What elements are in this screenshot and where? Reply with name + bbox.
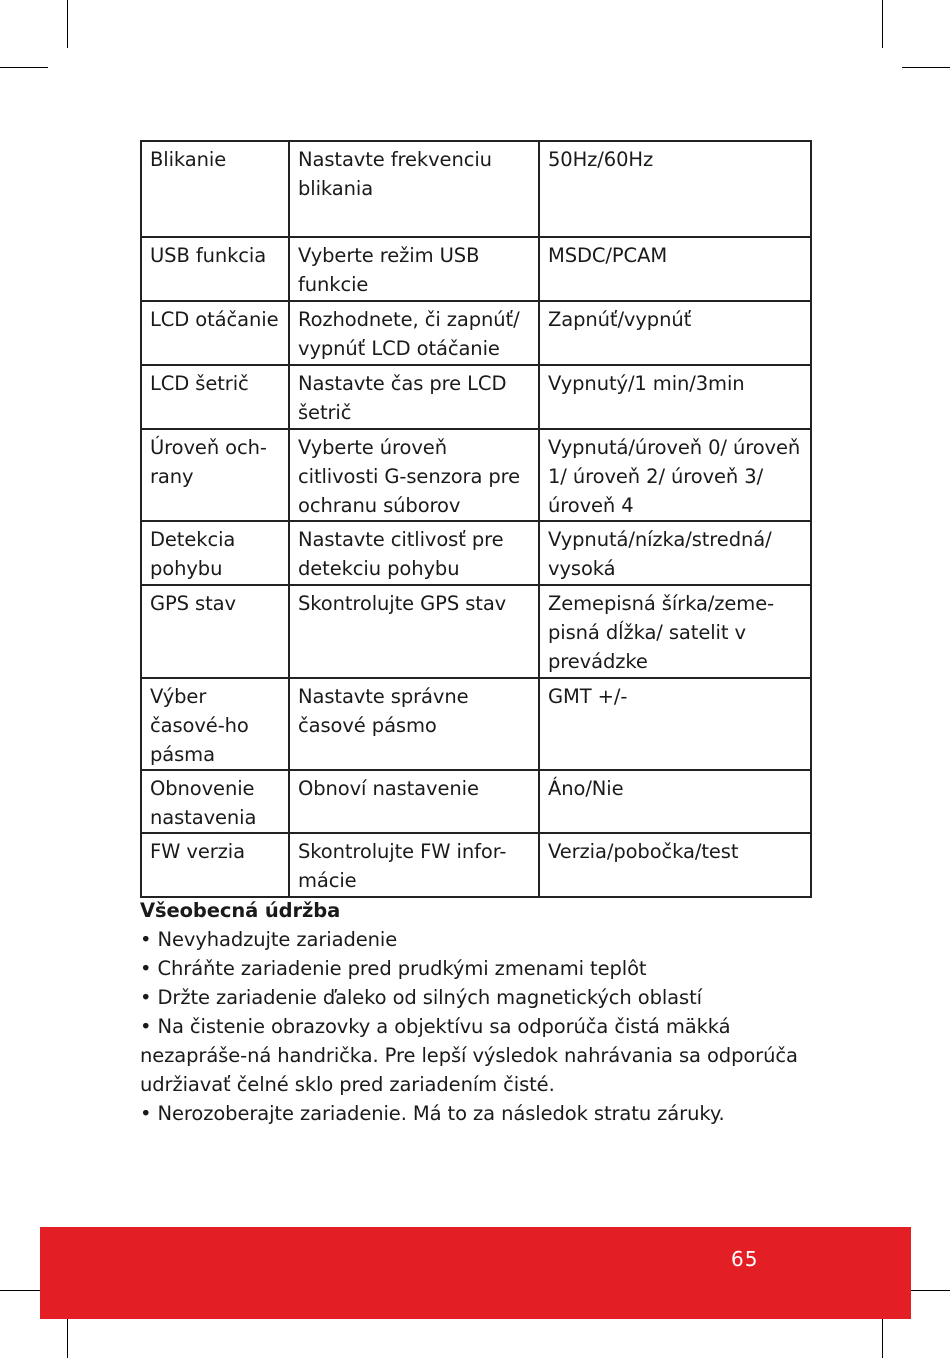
- setting-name: LCD šetrič: [141, 365, 289, 429]
- page-number: 65: [731, 1247, 759, 1271]
- setting-name: Úroveň och-rany: [141, 429, 289, 521]
- setting-values: Zemepisná šírka/zeme-pisná dĺžka/ satelit v prevádzke: [539, 585, 811, 678]
- crop-mark: [882, 0, 883, 48]
- setting-description: Vyberte úroveň citlivosti G-senzora pre ochranu súborov: [289, 429, 539, 521]
- setting-values: Zapnúť/vypnúť: [539, 301, 811, 365]
- setting-description: Nastavte čas pre LCD šetrič: [289, 365, 539, 429]
- setting-values: MSDC/PCAM: [539, 237, 811, 301]
- setting-name: Obnovenie nastavenia: [141, 770, 289, 833]
- setting-name: Detekcia pohybu: [141, 521, 289, 585]
- setting-values: 50Hz/60Hz: [539, 141, 811, 237]
- setting-name: GPS stav: [141, 585, 289, 678]
- crop-mark: [902, 67, 950, 68]
- crop-mark: [67, 0, 68, 48]
- table-row: [141, 301, 811, 365]
- setting-name: USB funkcia: [141, 237, 289, 301]
- setting-name: Výber časové-ho pásma: [141, 678, 289, 770]
- maintenance-item: • Nevyhadzujte zariadenie: [140, 928, 398, 951]
- setting-values: Verzia/pobočka/test: [539, 833, 811, 897]
- settings-table: [140, 140, 812, 898]
- table-row: [141, 141, 811, 237]
- setting-description: Nastavte správne časové pásmo: [289, 678, 539, 770]
- setting-description: Skontrolujte GPS stav: [289, 585, 539, 678]
- maintenance-heading: Všeobecná údržba: [140, 899, 341, 922]
- table-row: [141, 521, 811, 585]
- setting-description: Rozhodnete, či zapnúť/ vypnúť LCD otáčanie: [289, 301, 539, 365]
- setting-values: GMT +/-: [539, 678, 811, 770]
- table-row: [141, 678, 811, 770]
- crop-mark: [0, 67, 48, 68]
- maintenance-item: • Nerozoberajte zariadenie. Má to za následok stratu záruky.: [140, 1102, 725, 1125]
- table-row: [141, 833, 811, 897]
- maintenance-section: [140, 896, 812, 1128]
- setting-description: Vyberte režim USB funkcie: [289, 237, 539, 301]
- maintenance-item: • Na čistenie obrazovky a objektívu sa odporúča čistá mäkká nezapráše-ná handrička. Pre lepší výsledok nahrávania sa odporúča udržiavať čelné sklo pred zariadením čisté.: [140, 1015, 798, 1096]
- setting-name: FW verzia: [141, 833, 289, 897]
- setting-description: Skontrolujte FW infor-mácie: [289, 833, 539, 897]
- table-row: [141, 365, 811, 429]
- table-row: [141, 429, 811, 521]
- table-row: [141, 770, 811, 833]
- setting-description: Nastavte frekvenciu blikania: [289, 141, 539, 237]
- maintenance-item: • Chráňte zariadenie pred prudkými zmenami teplôt: [140, 957, 647, 980]
- table-row: [141, 585, 811, 678]
- setting-description: Obnoví nastavenie: [289, 770, 539, 833]
- setting-values: Vypnutý/1 min/3min: [539, 365, 811, 429]
- setting-description: Nastavte citlivosť pre detekciu pohybu: [289, 521, 539, 585]
- footer-bar: [40, 1227, 911, 1319]
- setting-values: Vypnutá/nízka/stredná/ vysoká: [539, 521, 811, 585]
- setting-name: LCD otáčanie: [141, 301, 289, 365]
- maintenance-item: • Držte zariadenie ďaleko od silných magnetických oblastí: [140, 986, 702, 1009]
- setting-name: Blikanie: [141, 141, 289, 237]
- setting-values: Áno/Nie: [539, 770, 811, 833]
- table-row: [141, 237, 811, 301]
- setting-values: Vypnutá/úroveň 0/ úroveň 1/ úroveň 2/ úroveň 3/ úroveň 4: [539, 429, 811, 521]
